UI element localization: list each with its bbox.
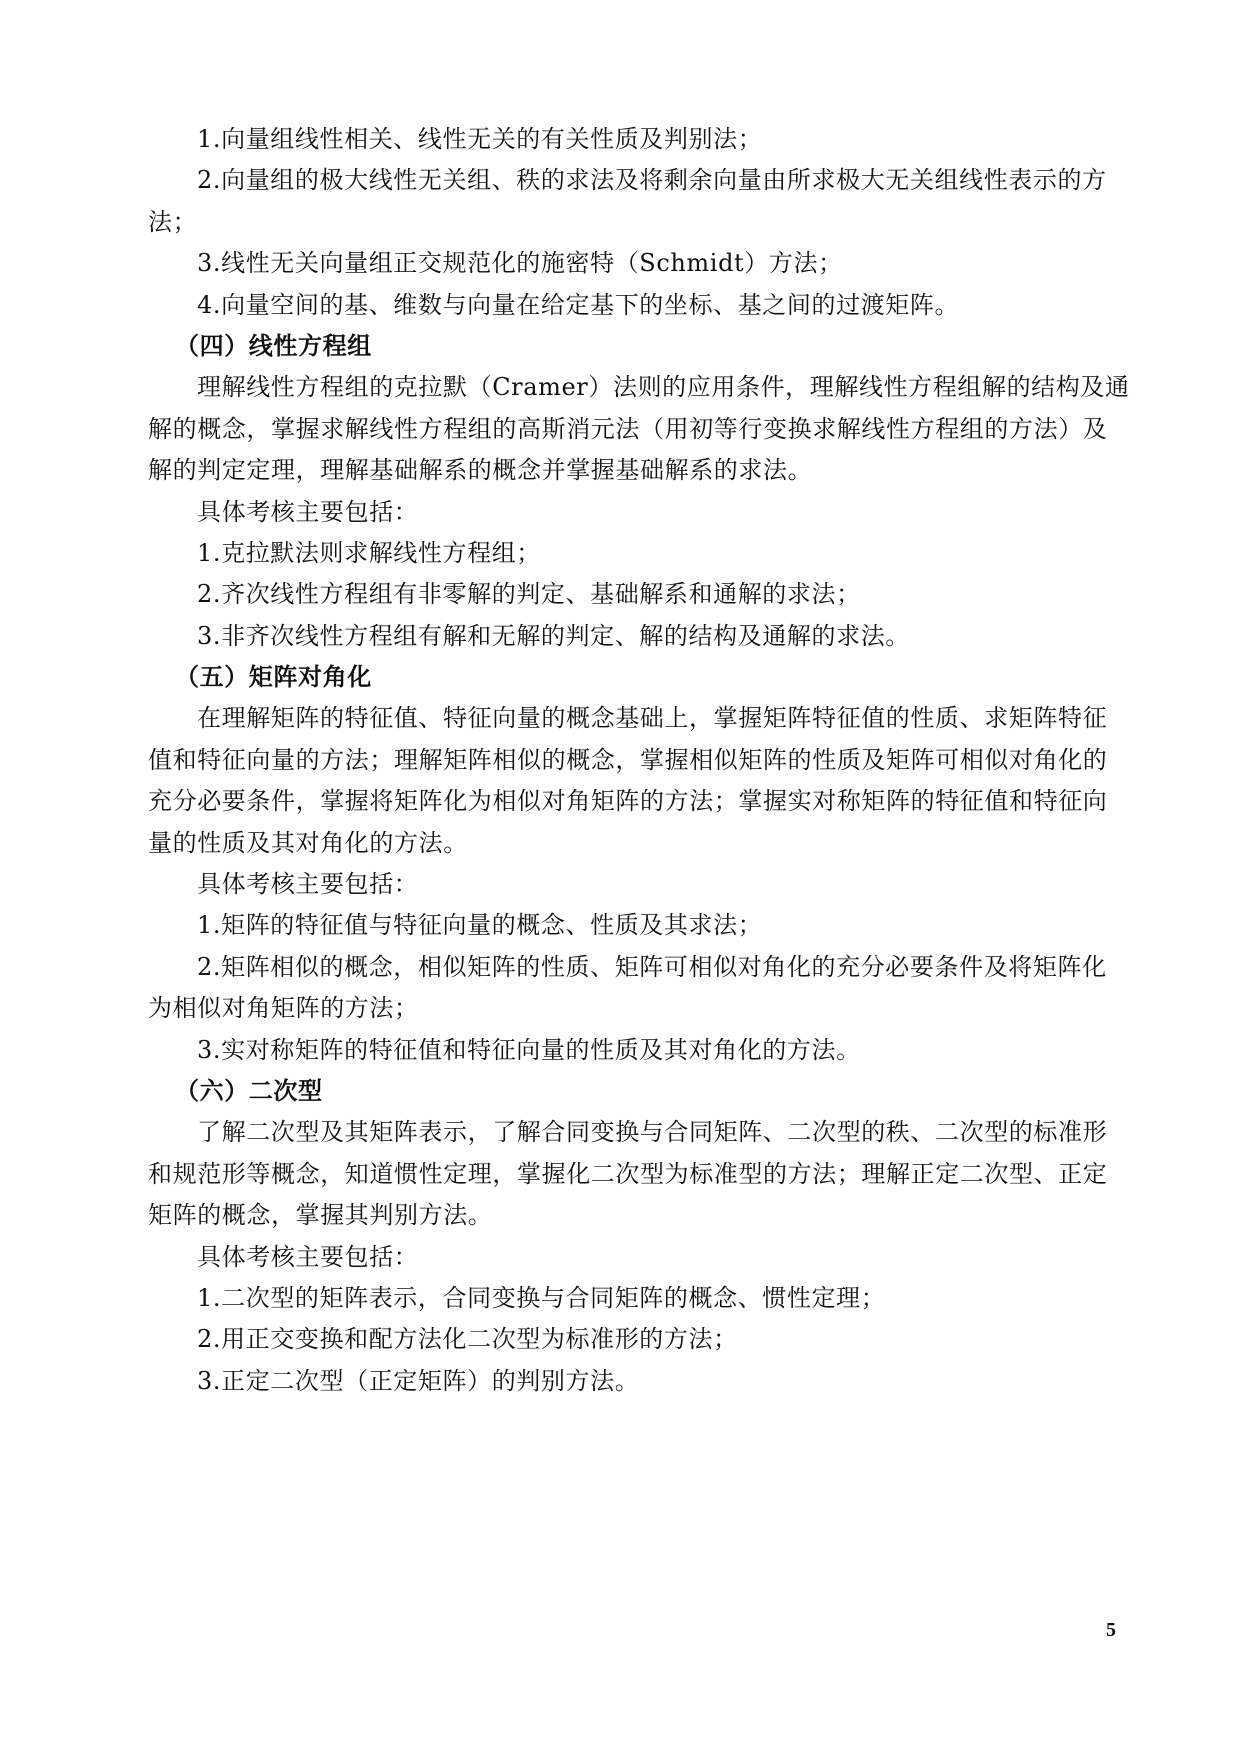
assessment-label: 具体考核主要包括： [197,1242,419,1271]
list-item-continuation: 法； [148,207,198,236]
list-item: 3.实对称矩阵的特征值和特征向量的性质及其对角化的方法。 [197,1035,861,1064]
paragraph-line: 和规范形等概念，知道惯性定理，掌握化二次型为标准型的方法；理解正定二次型、正定 [148,1159,1108,1188]
paragraph-line: 解的概念，掌握求解线性方程组的高斯消元法（用初等行变换求解线性方程组的方法）及 [148,414,1108,443]
paragraph-line: 了解二次型及其矩阵表示，了解合同变换与合同矩阵、二次型的秩、二次型的标准形 [197,1118,1108,1147]
list-item: 2.矩阵相似的概念，相似矩阵的性质、矩阵可相似对角化的充分必要条件及将矩阵化 [197,952,1107,981]
list-item: 3.正定二次型（正定矩阵）的判别方法。 [197,1366,640,1395]
list-item: 1.矩阵的特征值与特征向量的概念、性质及其求法； [197,911,763,940]
list-item: 3.线性无关向量组正交规范化的施密特（Schmidt）方法； [197,249,843,278]
list-item: 2.用正交变换和配方法化二次型为标准形的方法； [197,1325,738,1354]
paragraph-line: 解的判定定理，理解基础解系的概念并掌握基础解系的求法。 [148,456,813,485]
paragraph-line: 充分必要条件，掌握将矩阵化为相似对角矩阵的方法；掌握实对称矩阵的特征值和特征向 [148,787,1108,816]
section-heading-linear-equations: （四）线性方程组 [175,331,372,360]
list-item: 3.非齐次线性方程组有解和无解的判定、解的结构及通解的求法。 [197,621,910,650]
page-number: 5 [1106,1619,1116,1641]
paragraph-line: 量的性质及其对角化的方法。 [148,828,468,857]
section-heading-diagonalization: （五）矩阵对角化 [175,663,372,692]
list-item: 1.克拉默法则求解线性方程组； [197,538,541,567]
list-item: 1.向量组线性相关、线性无关的有关性质及判别法； [197,125,763,153]
paragraph-line: 在理解矩阵的特征值、特征向量的概念基础上，掌握矩阵特征值的性质、求矩阵特征 [197,704,1108,733]
paragraph-line: 值和特征向量的方法；理解矩阵相似的概念，掌握相似矩阵的性质及矩阵可相似对角化的 [148,745,1108,774]
list-item: 4.向量空间的基、维数与向量在给定基下的坐标、基之间的过渡矩阵。 [197,290,960,319]
list-item-continuation: 为相似对角矩阵的方法； [148,994,419,1023]
list-item: 2.向量组的极大线性无关组、秩的求法及将剩余向量由所求极大无关组线性表示的方 [197,166,1107,195]
list-item: 2.齐次线性方程组有非零解的判定、基础解系和通解的求法； [197,580,861,609]
paragraph-line: 矩阵的概念，掌握其判别方法。 [148,1201,493,1230]
paragraph-line: 理解线性方程组的克拉默（Cramer）法则的应用条件，理解线性方程组解的结构及通 [197,373,1130,402]
list-item: 1.二次型的矩阵表示，合同变换与合同矩阵的概念、惯性定理； [197,1283,886,1312]
section-heading-quadratic-forms: （六）二次型 [175,1076,323,1105]
assessment-label: 具体考核主要包括： [197,870,419,899]
assessment-label: 具体考核主要包括： [197,497,419,526]
page-body [148,119,1130,1402]
